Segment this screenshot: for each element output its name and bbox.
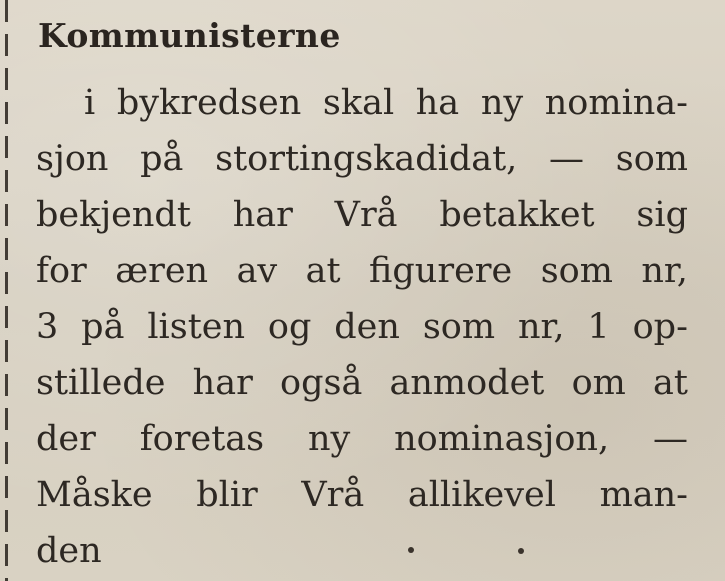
article-word: —: [652, 419, 688, 459]
article-word: man-: [599, 475, 688, 515]
article-word: nr,: [641, 251, 688, 291]
article-line: [36, 131, 688, 187]
article-line: [36, 355, 688, 411]
column-rule: [5, 0, 8, 581]
article-word: stillede: [36, 363, 166, 403]
article-word: av: [236, 251, 278, 291]
article-line: [36, 243, 688, 299]
article-word: anmodet: [389, 363, 545, 403]
article-word: 3: [36, 307, 59, 347]
article-word: sig: [636, 195, 688, 235]
ink-speck: [518, 548, 524, 554]
article-word: også: [280, 363, 363, 403]
article-word: figurere: [369, 251, 513, 291]
article-line: den: [36, 531, 102, 571]
article-word: foretas: [139, 419, 265, 459]
article-line: [36, 299, 688, 355]
article-word: på: [140, 139, 184, 179]
article-word: nr,: [517, 307, 565, 347]
article-word: Vrå: [301, 475, 365, 515]
article-word: Måske: [36, 475, 153, 515]
article-word: betakket: [439, 195, 595, 235]
article-word: som: [422, 307, 496, 347]
article-word: skal: [322, 83, 395, 123]
article-word: har: [232, 195, 293, 235]
article-word: nominasjon,: [394, 419, 610, 459]
article-line: [36, 467, 688, 523]
article-word: der: [36, 419, 96, 459]
article-line: [36, 411, 688, 467]
article-word: den: [334, 307, 400, 347]
article-word: som: [540, 251, 613, 291]
article-word: bekjendt: [36, 195, 191, 235]
article-word: som: [615, 139, 688, 179]
article-word: blir: [196, 475, 258, 515]
article-word: ny: [480, 83, 524, 123]
article-word: for: [36, 251, 87, 291]
article-word: Vrå: [334, 195, 398, 235]
article-headline: Kommunisterne: [38, 16, 341, 55]
article-word: og: [267, 307, 312, 347]
article-word: i: [84, 83, 96, 123]
article-line: [36, 187, 688, 243]
article-line: [36, 75, 688, 131]
article-word: sjon: [36, 139, 109, 179]
ink-speck: [408, 547, 414, 553]
article-word: bykredsen: [116, 83, 302, 123]
article-word: allikevel: [407, 475, 556, 515]
article-word: ha: [415, 83, 460, 123]
article-word: stortingskadidat,: [215, 139, 518, 179]
article-word: listen: [147, 307, 246, 347]
article-word: nomina-: [544, 83, 688, 123]
article-word: har: [192, 363, 253, 403]
article-word: ny: [307, 419, 351, 459]
article-word: om: [571, 363, 626, 403]
article-word: —: [549, 139, 585, 179]
article-word: at: [305, 251, 341, 291]
article-word: op-: [632, 307, 688, 347]
article-word: på: [81, 307, 125, 347]
article-body: [36, 75, 688, 579]
article-word: 1: [587, 307, 610, 347]
article-word: æren: [115, 251, 209, 291]
article-word: at: [653, 363, 688, 403]
